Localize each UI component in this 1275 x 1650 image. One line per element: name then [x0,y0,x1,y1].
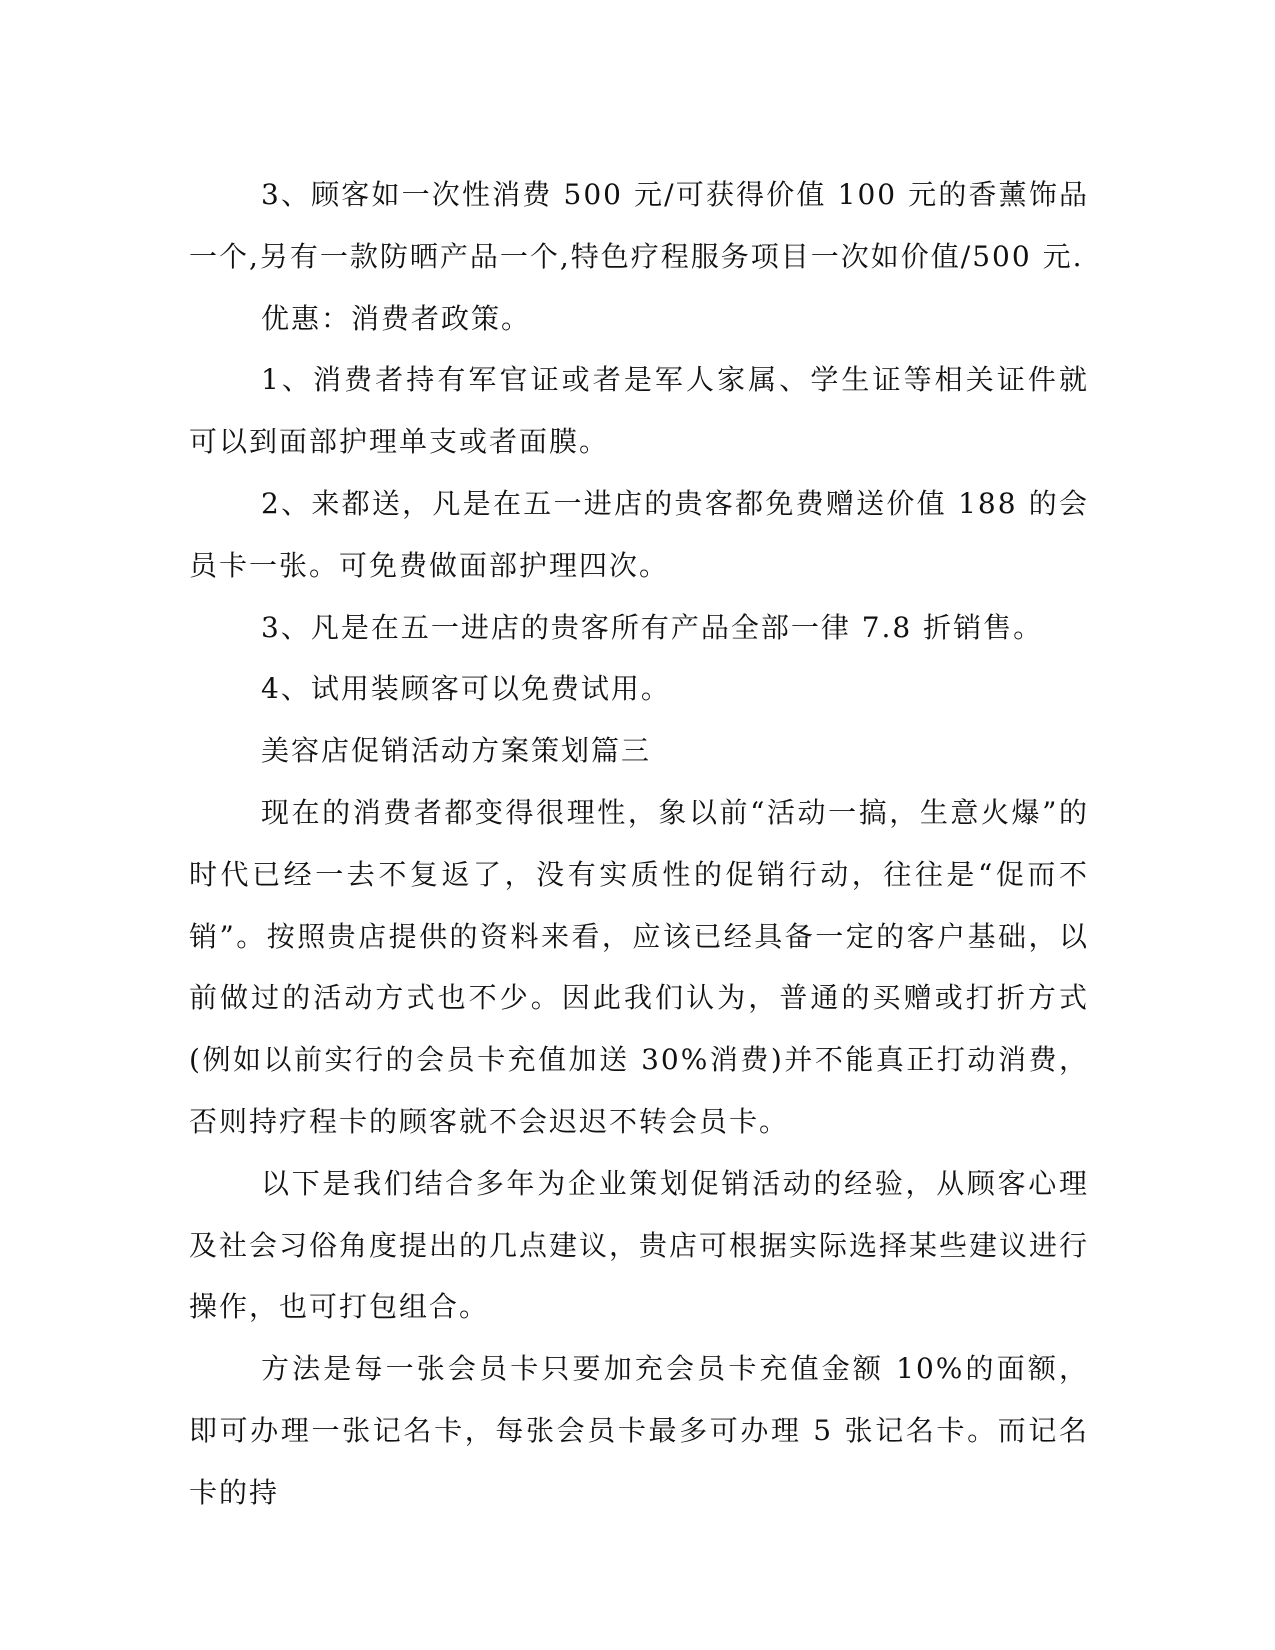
paragraph-policy-title: 优惠：消费者政策。 [261,301,532,335]
paragraph-policy-4: 4、试用装顾客可以免费试用。 [261,672,671,706]
document-body [189,164,1089,1524]
paragraph-policy-3: 3、凡是在五一进店的贵客所有产品全部一律 7.8 折销售。 [261,610,1044,644]
paragraph-analysis: 现在的消费者都变得很理性，象以前“活动一搞，生意火爆”的时代已经一去不复返了，没有实质性的促销行动，往往是“促而不销”。按照贵店提供的资料来看，应该已经具备一定的客户基础，以前做过的活动方式也不少。因此我们认为，普通的买赠或打折方式(例如以前实行的会员卡充值加送 30%消费)并不能真正打动消费，否则持疗程卡的顾客就不会迟迟不转会员卡。 [189,795,1089,1138]
paragraph-policy-2: 2、来都送，凡是在五一进店的贵客都免费赠送价值 188 的会员卡一张。可免费做面部护理四次。 [189,486,1089,582]
paragraph-suggestions: 以下是我们结合多年为企业策划促销活动的经验，从顾客心理及社会习俗角度提出的几点建议，贵店可根据实际选择某些建议进行操作，也可打包组合。 [189,1166,1090,1324]
section-heading: 美容店促销活动方案策划篇三 [261,734,652,768]
paragraph-method: 方法是每一张会员卡只要加充会员卡充值金额 10%的面额，即可办理一张记名卡，每张会员卡最多可办理 5 张记名卡。而记名卡的持 [189,1352,1089,1509]
paragraph-policy-1: 1、消费者持有军官证或者是军人家属、学生证等相关证件就可以到面部护理单支或者面膜。 [189,363,1089,459]
paragraph-offer-3: 3、顾客如一次性消费 500 元/可获得价值 100 元的香薰饰品一个,另有一款防晒产品一个,特色疗程服务项目一次如价值/500 元. [189,178,1089,273]
